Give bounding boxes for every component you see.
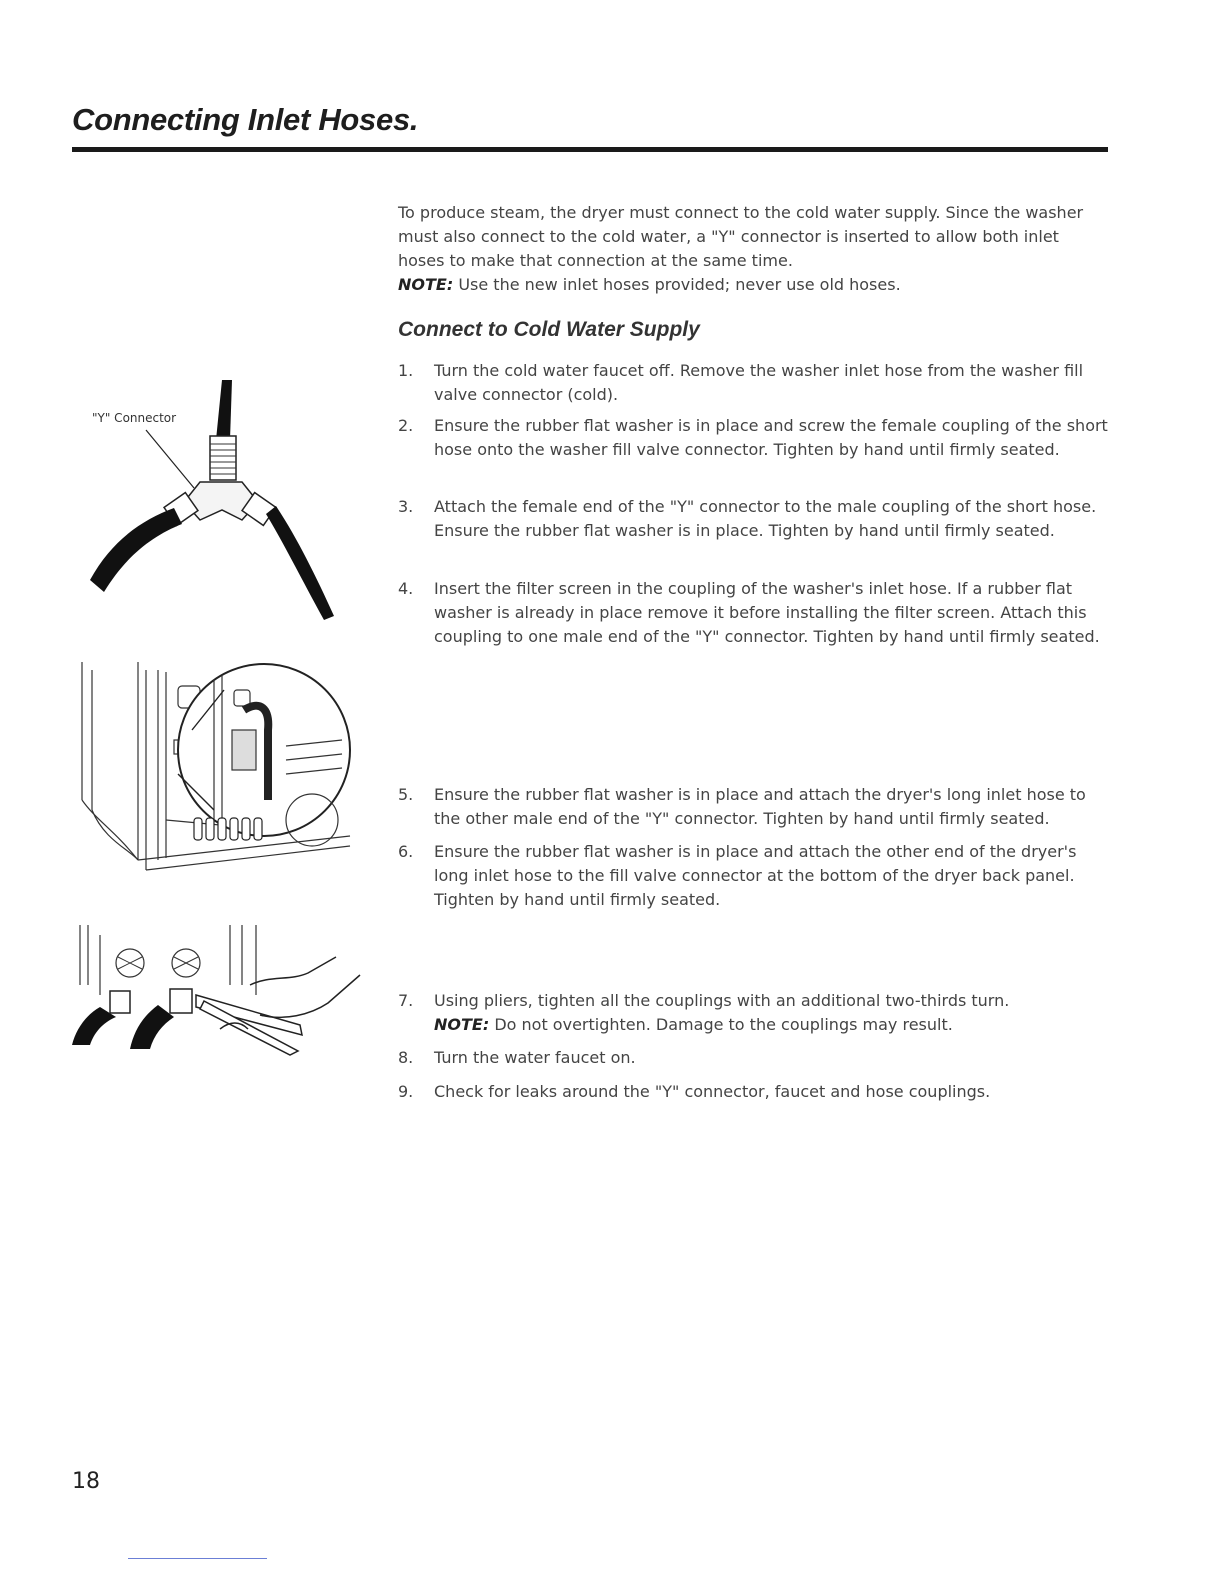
step-number: 9. bbox=[398, 1082, 414, 1101]
step-text: Ensure the rubber flat washer is in place and attach the other end of the dryer's long inlet hose to the fill valve connector at the bottom of the dryer back panel. Tighten by hand until firmly seated. bbox=[434, 842, 1077, 909]
step-number: 8. bbox=[398, 1048, 414, 1067]
step-1 bbox=[398, 359, 1110, 407]
section-heading: Connect to Cold Water Supply bbox=[398, 318, 700, 341]
step-6 bbox=[398, 840, 1110, 912]
page-title: Connecting Inlet Hoses. bbox=[72, 102, 419, 137]
step-7-text: Using pliers, tighten all the couplings with an additional two-thirds turn. bbox=[434, 991, 1010, 1010]
intro-paragraph bbox=[398, 201, 1108, 297]
page-number: 18 bbox=[72, 1469, 100, 1494]
pliers-tightening-illustration bbox=[70, 925, 370, 1060]
step-number: 6. bbox=[398, 842, 414, 861]
title-rule bbox=[72, 147, 1108, 152]
y-connector-illustration bbox=[82, 380, 342, 630]
step-text: Ensure the rubber flat washer is in place and screw the female coupling of the short hose onto the washer fill valve connector. Tighten by hand until firmly seated. bbox=[434, 416, 1108, 459]
step-7-note-label: NOTE: bbox=[434, 1015, 490, 1034]
step-3 bbox=[398, 495, 1110, 543]
step-text: Turn the cold water faucet off. Remove the washer inlet hose from the washer fill valve connector (cold). bbox=[434, 361, 1084, 404]
dryer-back-panel-illustration bbox=[74, 650, 356, 890]
step-number: 2. bbox=[398, 416, 414, 435]
step-text: Check for leaks around the "Y" connector, faucet and hose couplings. bbox=[434, 1082, 991, 1101]
intro-text: To produce steam, the dryer must connect to the cold water supply. Since the washer must also connect to the cold water, a "Y" connector is inserted to allow both inlet hoses to make that connection at the same time. bbox=[398, 203, 1084, 270]
step-2 bbox=[398, 414, 1110, 462]
step-9 bbox=[398, 1080, 1110, 1104]
step-number: 7. bbox=[398, 991, 414, 1010]
step-4 bbox=[398, 577, 1110, 649]
step-text: Insert the filter screen in the coupling of the washer's inlet hose. If a rubber flat washer is already in place remove it before installing the filter screen. Attach this coupling to one male end of the "Y" connector. Tighten by hand until firmly seated. bbox=[434, 579, 1100, 646]
step-text bbox=[434, 989, 1110, 1037]
step-text: Ensure the rubber flat washer is in place and attach the dryer's long inlet hose to the other male end of the "Y" connector. Tighten by hand until firmly seated. bbox=[434, 785, 1086, 828]
step-number: 3. bbox=[398, 497, 414, 516]
step-8 bbox=[398, 1046, 1110, 1070]
intro-note-text: Use the new inlet hoses provided; never use old hoses. bbox=[453, 275, 901, 294]
step-number: 1. bbox=[398, 361, 414, 380]
step-7 bbox=[398, 989, 1110, 1037]
step-7-note-text: Do not overtighten. Damage to the couplings may result. bbox=[489, 1015, 953, 1034]
step-text: Attach the female end of the "Y" connector to the male coupling of the short hose. Ensure the rubber flat washer is in place. Tighten by hand until firmly seated. bbox=[434, 497, 1097, 540]
intro-note-label: NOTE: bbox=[398, 275, 454, 294]
footer-link-rule bbox=[128, 1558, 267, 1559]
step-number: 5. bbox=[398, 785, 414, 804]
step-number: 4. bbox=[398, 579, 414, 598]
y-connector-label: "Y" Connector bbox=[92, 411, 177, 425]
step-text: Turn the water faucet on. bbox=[434, 1048, 636, 1067]
step-5 bbox=[398, 783, 1110, 831]
